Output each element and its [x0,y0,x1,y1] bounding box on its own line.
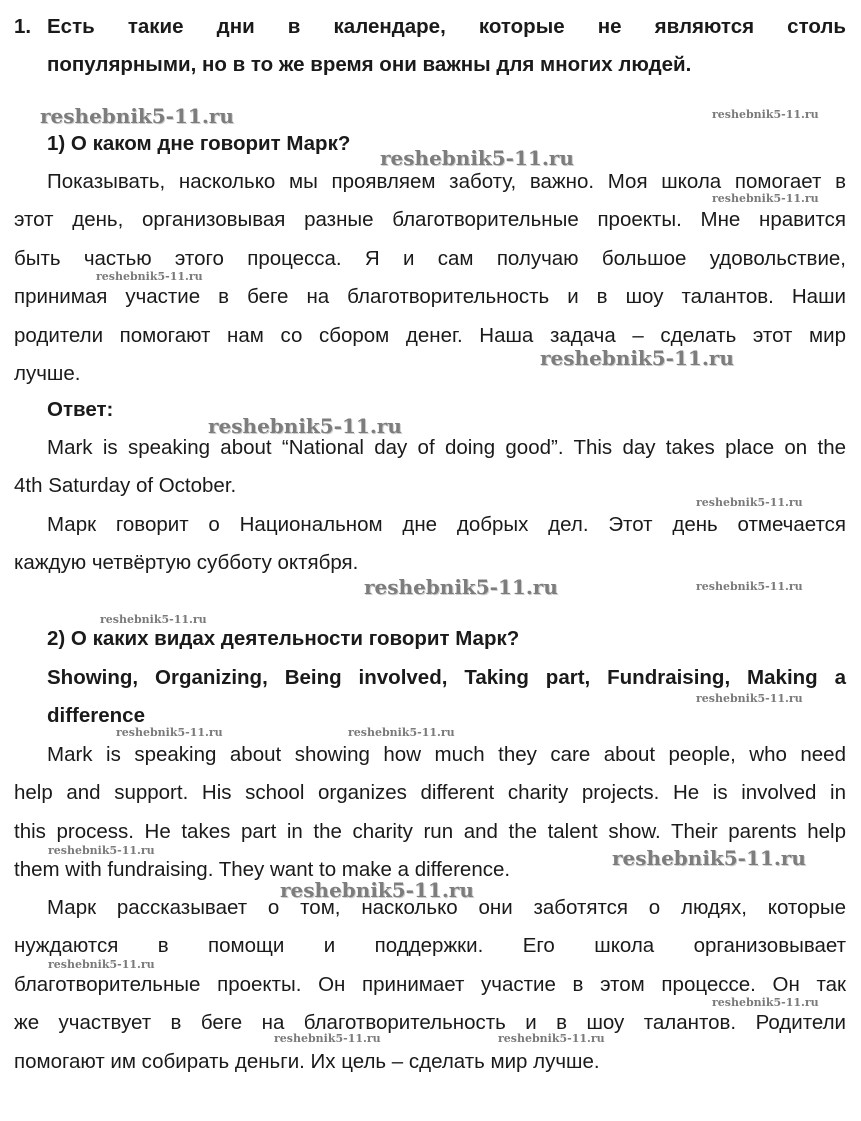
text-line: этот день, организовывая разные благотворительные проекты. Мне нравится [14,208,846,232]
task-number: 1. [14,15,32,38]
watermark: reshebnik5-11.ru [696,692,803,705]
watermark: reshebnik5-11.ru [274,1032,381,1045]
text-line: каждую четвёртую субботу октября. [14,551,359,575]
text-line: лучше. [14,362,81,386]
q1-answer-en [14,429,846,506]
q2-answer-ru [14,889,846,1081]
keywords-line: Showing, Organizing, Being involved, Taking part, Fundraising, Making a [47,666,846,689]
watermark: reshebnik5-11.ru [712,108,819,121]
watermark: reshebnik5-11.ru [612,846,806,870]
watermark: reshebnik5-11.ru [348,726,455,739]
text-line: Показывать, насколько мы проявляем заботу, важно. Моя школа помогает в [47,170,846,193]
watermark: reshebnik5-11.ru [280,878,474,902]
text-line: принимая участие в беге на благотворительность и в шоу талантов. Наши [14,285,846,309]
text-line: Mark is speaking about “National day of doing good”. This day takes place on the [47,436,846,459]
watermark: reshebnik5-11.ru [364,575,558,599]
answer-label-text: Ответ: [47,398,114,421]
watermark: reshebnik5-11.ru [696,496,803,509]
watermark: reshebnik5-11.ru [696,580,803,593]
text-line: помогают им собирать деньги. Их цель – сделать мир лучше. [14,1049,600,1073]
text-line: же участвует в беге на благотворительность и в шоу талантов. Родители [14,1011,846,1035]
keywords-line: difference [47,704,145,728]
watermark: reshebnik5-11.ru [96,270,203,283]
watermark: reshebnik5-11.ru [380,146,574,170]
watermark: reshebnik5-11.ru [498,1032,605,1045]
text-line: быть частью этого процесса. Я и сам получаю большое удовольствие, [14,246,846,270]
q1-answer-ru [14,506,846,583]
watermark: reshebnik5-11.ru [40,104,234,128]
text-line: Mark is speaking about showing how much they care about people, who need [47,743,846,766]
watermark: reshebnik5-11.ru [116,726,223,739]
q1-title-text: 1) О каком дне говорит Марк? [47,132,351,155]
watermark: reshebnik5-11.ru [100,613,207,626]
watermark: reshebnik5-11.ru [712,996,819,1009]
task-heading-line: популярными, но в то же время они важны для многих людей. [47,53,692,77]
text-line: Марк рассказывает о том, насколько они заботятся о людях, которые [47,896,846,919]
text-line: родители помогают нам со сбором денег. Наша задача – сделать этот мир [14,323,846,347]
watermark: reshebnik5-11.ru [208,414,402,438]
watermark: reshebnik5-11.ru [48,844,155,857]
task-heading-line: Есть такие дни в календаре, которые не являются столь [47,15,846,38]
text-line: them with fundraising. They want to make a difference. [14,858,511,882]
text-line: 4th Saturday of October. [14,474,237,498]
text-line: this process. He takes part in the charity run and the talent show. Their parents help [14,819,846,843]
text-line: нуждаются в помощи и поддержки. Его школа организовывает [14,934,846,958]
text-line: благотворительные проекты. Он принимает участие в этом процессе. Он так [14,972,846,996]
watermark: reshebnik5-11.ru [712,192,819,205]
answer-label [14,391,846,429]
text-line: Марк говорит о Национальном дне добрых дел. Этот день отмечается [47,513,846,536]
text-line: help and support. His school organizes different charity projects. He is involved in [14,781,846,805]
watermark: reshebnik5-11.ru [48,958,155,971]
task-heading [14,8,846,85]
q2-title-text: 2) О каких видах деятельности говорит Марк? [47,627,520,650]
watermark: reshebnik5-11.ru [540,346,734,370]
